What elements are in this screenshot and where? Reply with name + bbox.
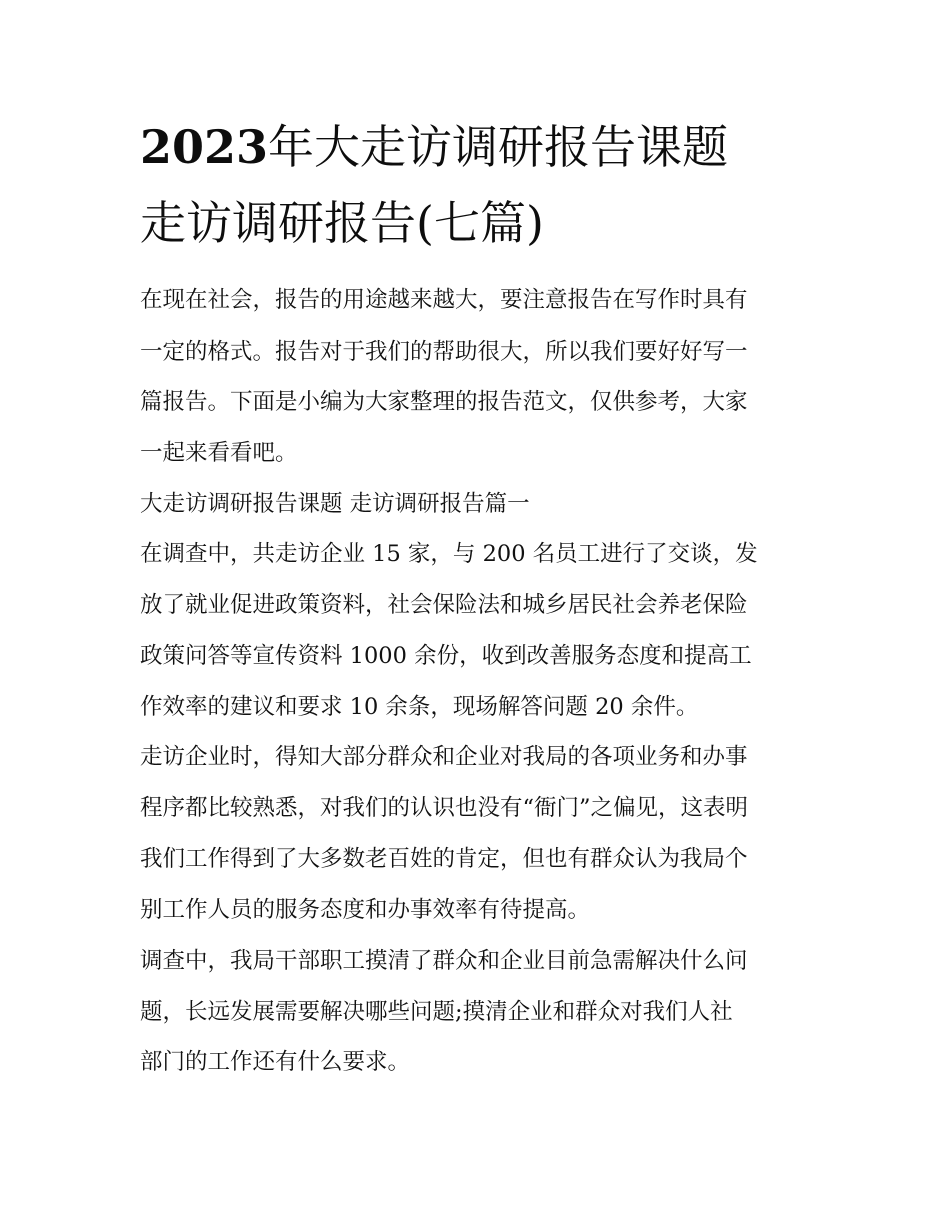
body-line-3: 政策问答等宣传资料 1000 余份，收到改善服务态度和提高工 xyxy=(140,643,752,669)
document-title-line-2: 走访调研报告(七篇) xyxy=(140,196,544,250)
intro-line-1: 在现在社会，报告的用途越来越大，要注意报告在写作时具有 xyxy=(140,287,748,313)
intro-line-4: 一起来看看吧。 xyxy=(140,440,298,466)
body-line-8: 别工作人员的服务态度和办事效率有待提高。 xyxy=(140,897,591,923)
title-year: 2023 xyxy=(140,120,269,174)
intro-line-3: 篇报告。下面是小编为大家整理的报告范文，仅供参考，大家 xyxy=(140,389,748,415)
body-line-5: 走访企业时，得知大部分群众和企业对我局的各项业务和办事 xyxy=(140,744,748,770)
section-heading: 大走访调研报告课题 走访调研报告篇一 xyxy=(140,491,530,517)
body-line-2: 放了就业促进政策资料，社会保险法和城乡居民社会养老保险 xyxy=(140,592,748,618)
body-line-7: 我们工作得到了大多数老百姓的肯定，但也有群众认为我局个 xyxy=(140,846,748,872)
body-line-1: 在调查中，共走访企业 15 家，与 200 名员工进行了交谈，发 xyxy=(140,541,758,567)
body-line-11: 部门的工作还有什么要求。 xyxy=(140,1049,411,1075)
body-line-10: 题，长远发展需要解决哪些问题;摸清企业和群众对我们人社 xyxy=(140,999,733,1025)
body-line-4: 作效率的建议和要求 10 余条，现场解答问题 20 余件。 xyxy=(140,694,699,720)
body-line-6: 程序都比较熟悉，对我们的认识也没有“衙门”之偏见，这表明 xyxy=(140,795,749,821)
body-line-9: 调查中，我局干部职工摸清了群众和企业目前急需解决什么问 xyxy=(140,948,748,974)
title-line-1-text: 年大走访调研报告课题 xyxy=(268,120,729,174)
document-title-line-1 xyxy=(140,120,820,174)
intro-line-2: 一定的格式。报告对于我们的帮助很大，所以我们要好好写一 xyxy=(140,339,748,365)
